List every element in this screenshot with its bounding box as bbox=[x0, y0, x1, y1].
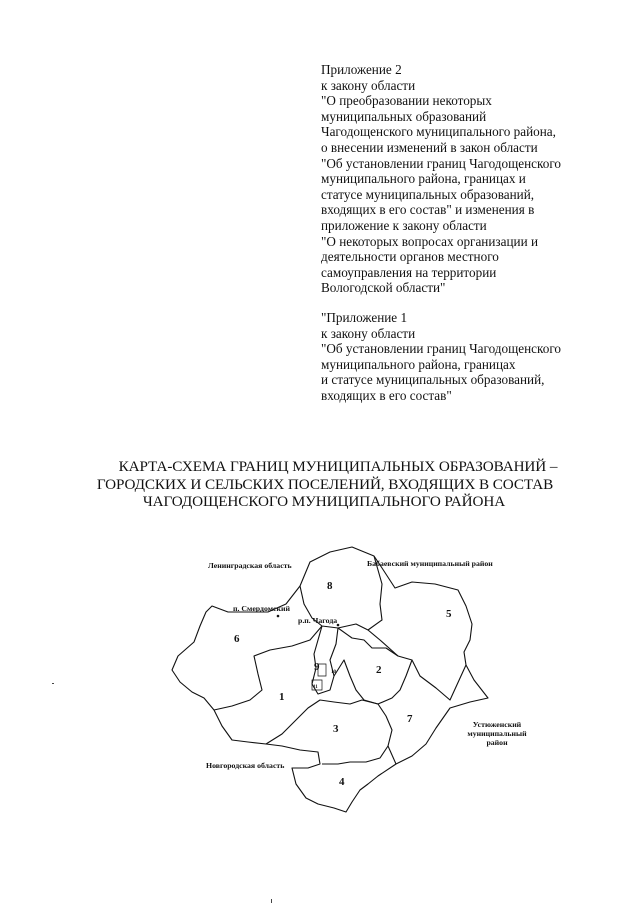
nested-appendix-line: муниципального района, границах bbox=[321, 356, 516, 372]
appendix-line: о внесении изменений в закон области bbox=[321, 139, 538, 155]
settlement-smerdomsky: п. Смердомский bbox=[233, 604, 290, 613]
neighbor-ustyuzhna-line-3: район bbox=[486, 738, 508, 747]
neighbor-babaevo: Бабаевский муниципальный район bbox=[367, 559, 493, 568]
boundary-region-6-1 bbox=[214, 626, 322, 710]
appendix-line: Приложение 2 bbox=[321, 62, 402, 77]
boundary-region-4-7 bbox=[388, 746, 396, 764]
boundary-region-5-7 bbox=[368, 630, 466, 700]
map-title-line-2: ГОРОДСКИХ И СЕЛЬСКИХ ПОСЕЛЕНИЙ, ВХОДЯЩИХ В СОСТАВ bbox=[96, 475, 554, 493]
appendix-line: Вологодской области" bbox=[321, 280, 446, 296]
scan-speck bbox=[271, 899, 272, 903]
settlement-smerdomsky-marker bbox=[277, 615, 280, 618]
region-number-8: 8 bbox=[327, 580, 333, 592]
region-number-4: 4 bbox=[339, 776, 345, 788]
region-number-5: 5 bbox=[446, 608, 452, 620]
nested-appendix-line: и статусе муниципальных образований, bbox=[321, 372, 545, 388]
neighbor-ustyuzhna-line-1: Устюженский bbox=[472, 720, 522, 729]
neighbor-ustyuzhna-line-2: муниципальный bbox=[467, 729, 527, 738]
nested-appendix-line: входящих в его состав" bbox=[321, 387, 452, 403]
appendix-line: статусе муниципальных образований, bbox=[321, 186, 535, 202]
region-number-6: 6 bbox=[234, 633, 240, 645]
appendix-line: самоуправления на территории bbox=[321, 264, 497, 280]
appendix-line: "Об установлении границ Чагодощенского bbox=[321, 155, 562, 171]
boundary-region-1-3 bbox=[266, 700, 378, 744]
region-number-9: 9 bbox=[314, 661, 320, 673]
appendix-line: входящих в его состав" и изменения в bbox=[321, 202, 535, 218]
appendix-line: к закону области bbox=[321, 77, 416, 93]
appendix-line: "О преобразовании некоторых bbox=[321, 93, 492, 109]
settlement-chagoda: р.п. Чагода bbox=[298, 616, 338, 625]
scan-speck bbox=[52, 683, 54, 684]
nested-appendix-line: "Приложение 1 bbox=[321, 309, 408, 325]
boundary-region-9 bbox=[312, 626, 338, 694]
map-title-line-1: КАРТА-СХЕМА ГРАНИЦ МУНИЦИПАЛЬНЫХ ОБРАЗОВАНИЙ – bbox=[118, 458, 558, 475]
appendix-line: Чагодощенского муниципального района, bbox=[321, 124, 556, 140]
region-number-10: 10 bbox=[331, 670, 336, 675]
neighbor-leningrad: Ленинградская область bbox=[208, 561, 292, 570]
region-number-1: 1 bbox=[279, 691, 285, 703]
region-number-2: 2 bbox=[376, 664, 382, 676]
region-number-11: 11 bbox=[313, 685, 318, 690]
map-title-line-3: ЧАГОДОЩЕНСКОГО МУНИЦИПАЛЬНОГО РАЙОНА bbox=[142, 493, 506, 510]
nested-appendix-line: "Об установлении границ Чагодощенского bbox=[321, 341, 562, 357]
neighbor-novgorod: Новгородская область bbox=[206, 761, 285, 770]
appendix-line: муниципальных образований bbox=[321, 108, 487, 124]
appendix-line: муниципального района, границах и bbox=[321, 171, 526, 187]
appendix-line: приложение к закону области bbox=[321, 217, 487, 233]
boundary-region-2 bbox=[334, 628, 412, 704]
appendix-line: "О некоторых вопросах организации и bbox=[321, 233, 539, 249]
appendix-line: деятельности органов местного bbox=[321, 249, 499, 265]
region-number-7: 7 bbox=[407, 713, 413, 725]
region-number-3: 3 bbox=[333, 723, 339, 735]
nested-appendix-line: к закону области bbox=[321, 325, 416, 341]
